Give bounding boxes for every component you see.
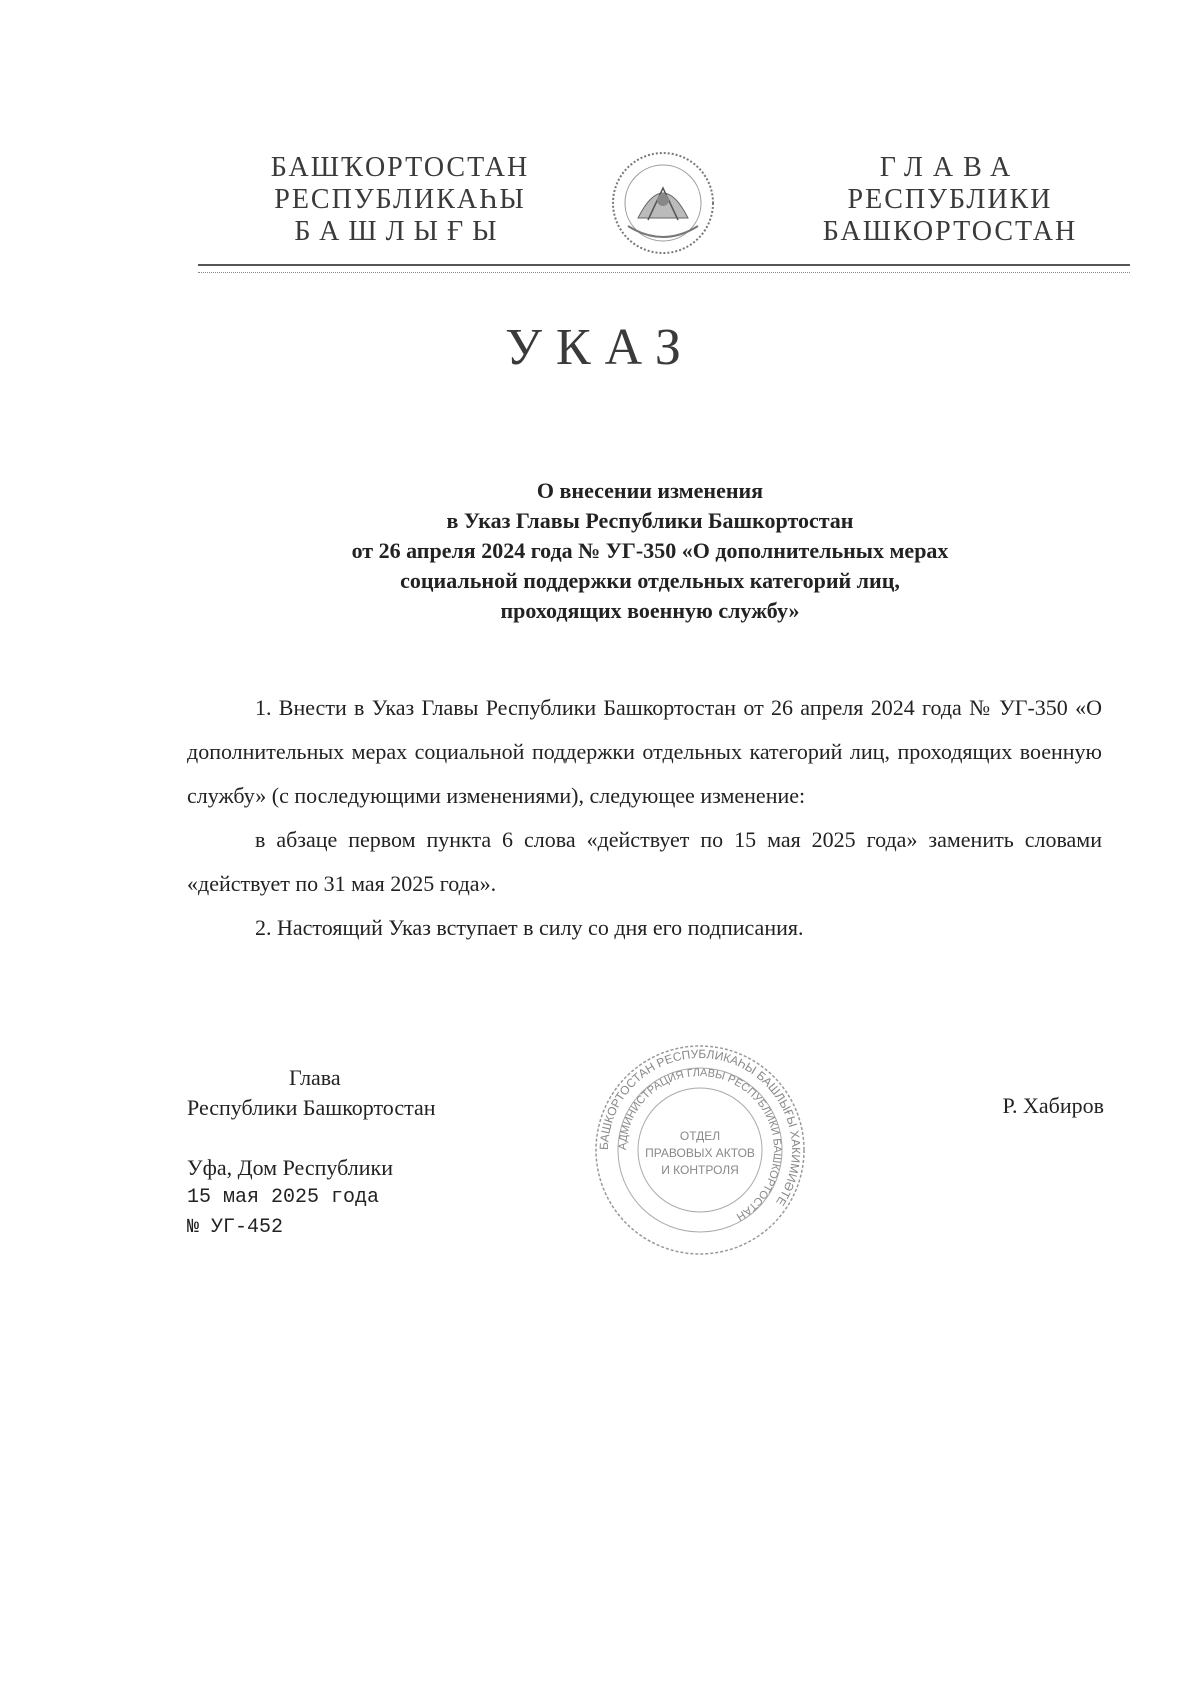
decree-title xyxy=(200,476,1100,626)
stamp-center-line-3: И КОНТРОЛЯ xyxy=(661,1163,739,1177)
signing-location: Уфа, Дом Республики xyxy=(187,1155,393,1180)
title-line: проходящих военную службу» xyxy=(500,598,800,623)
header-divider xyxy=(198,264,1130,273)
decree-number: № УГ-452 xyxy=(187,1216,284,1239)
header-bashkir-line-1: БАШҠОРТОСТАН xyxy=(270,152,530,183)
decree-body xyxy=(187,686,1102,950)
header-bashkir-line-3: БАШЛЫҒЫ xyxy=(294,216,506,247)
stamp-inner-text: АДМИНИСТРАЦИЯ ГЛАВЫ РЕСПУБЛИКИ БАШКОРТОСТАН xyxy=(616,1066,784,1223)
header-bashkir xyxy=(240,152,560,248)
paragraph-2: 2. Настоящий Указ вступает в силу со дня его подписания. xyxy=(255,915,804,940)
title-line: от 26 апреля 2024 года № УГ-350 «О дополнительных мерах xyxy=(351,538,949,563)
header-russian-line-1: ГЛАВА xyxy=(879,152,1021,183)
paragraph-1: 1. Внести в Указ Главы Республики Башкортостан от 26 апреля 2024 года № УГ-350 «О дополнительных мерах социальной поддержки отдельных категорий лиц, проходящих военную службу» (с последующими изменениями), следующее изменение: xyxy=(187,695,1102,808)
stamp-center-line-1: ОТДЕЛ xyxy=(679,1129,721,1143)
header-russian xyxy=(790,152,1110,248)
official-stamp-icon xyxy=(590,1040,810,1260)
stamp-outer-text: БАШКОРТОСТАН РЕСПУБЛИКАҺЫ БАШЛЫҒЫ ХАКИМИӘТЕ xyxy=(596,1046,804,1209)
signing-date: 15 мая 2025 года xyxy=(187,1186,380,1209)
position-line-2: Республики Башкортостан xyxy=(187,1095,436,1120)
header-russian-line-2: РЕСПУБЛИКИ xyxy=(847,184,1053,215)
signatory-name: Р. Хабиров xyxy=(1002,1093,1104,1118)
stamp-center-line-2: ПРАВОВЫХ АКТОВ xyxy=(645,1146,755,1160)
coat-of-arms-icon xyxy=(608,148,718,258)
signing-details xyxy=(187,1153,393,1243)
paragraph-amendment: в абзаце первом пункта 6 слова «действует по 15 мая 2025 года» заменить словами «действует по 31 мая 2025 года». xyxy=(187,827,1102,896)
position-line-1: Глава xyxy=(289,1065,341,1090)
title-line: социальной поддержки отдельных категорий лиц, xyxy=(400,568,900,593)
title-line: О внесении изменения xyxy=(536,478,764,503)
document-type: УКАЗ xyxy=(505,319,695,376)
title-line: в Указ Главы Республики Башкортостан xyxy=(446,508,854,533)
header-bashkir-line-2: РЕСПУБЛИКАҺЫ xyxy=(274,184,526,215)
header-russian-line-3: БАШКОРТОСТАН xyxy=(822,216,1078,247)
signatory-position xyxy=(187,1063,436,1123)
